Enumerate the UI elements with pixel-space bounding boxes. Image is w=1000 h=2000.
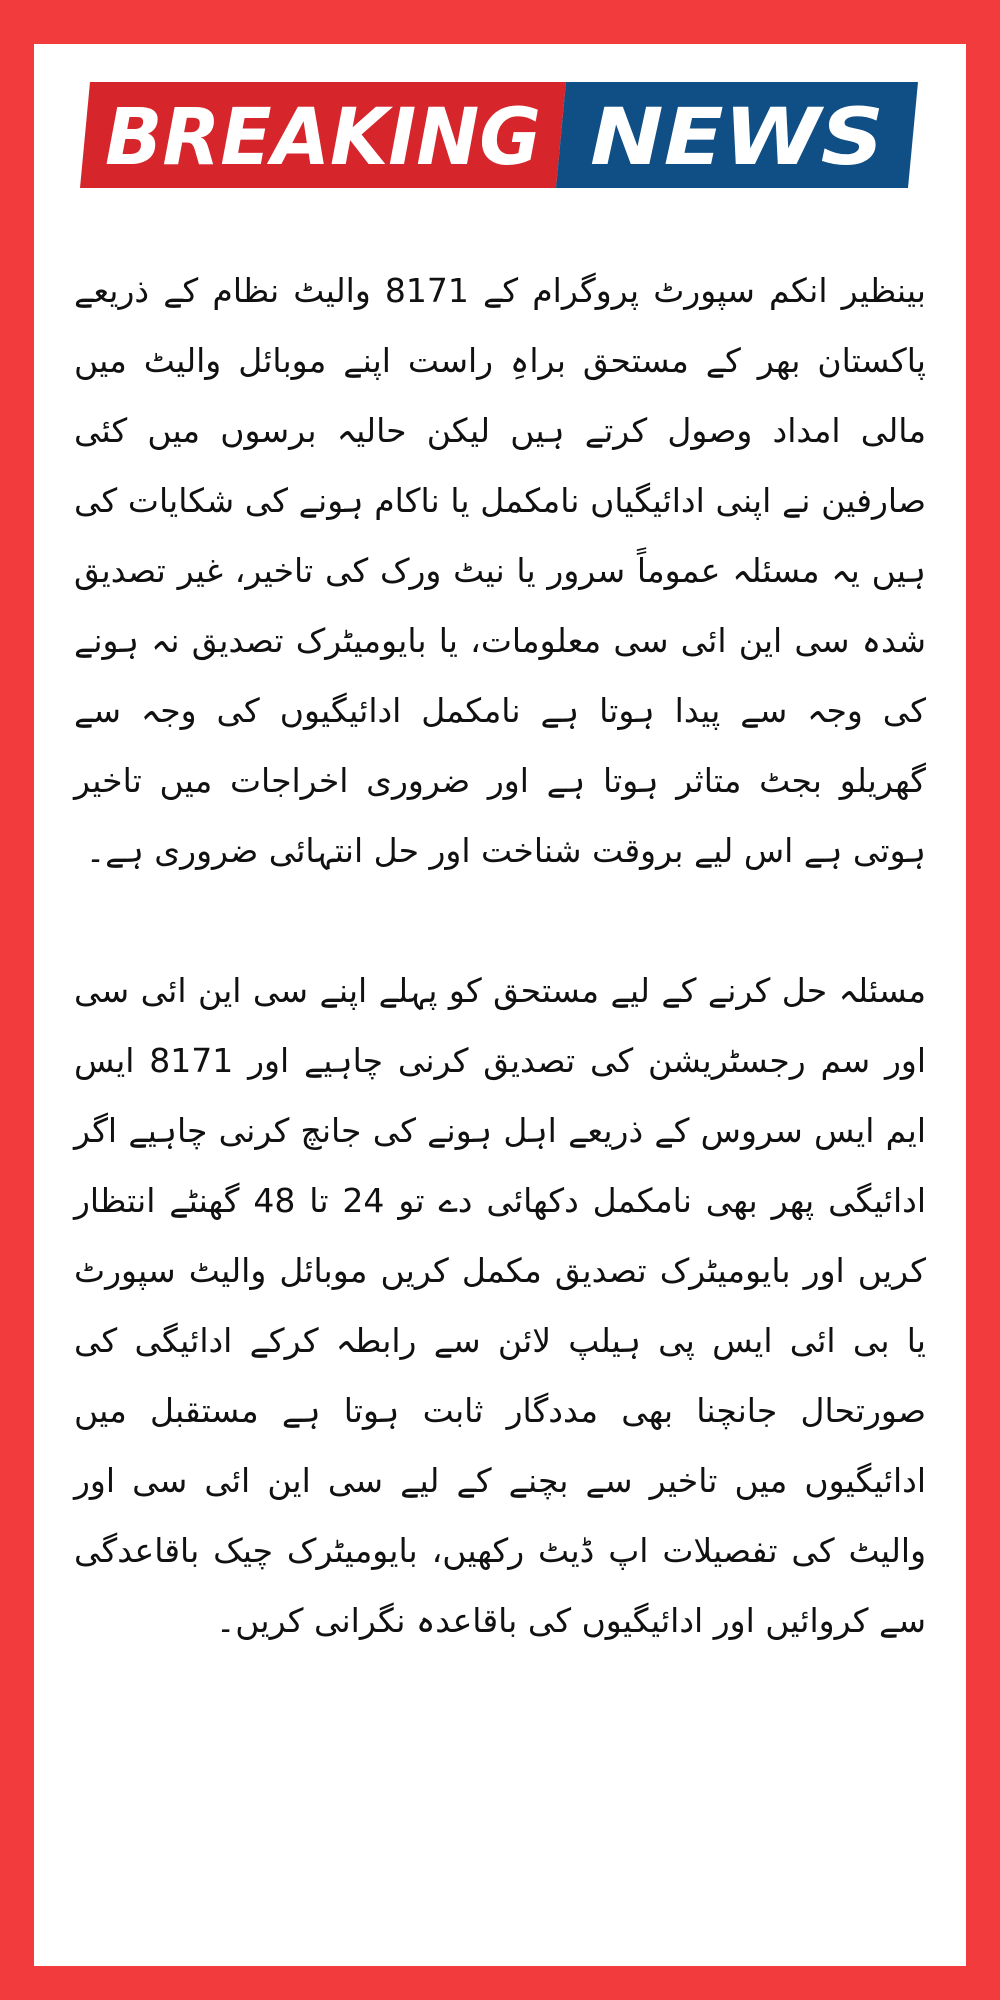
banner-graphic bbox=[80, 82, 918, 188]
article-paragraph-2: مسئلہ حل کرنے کے لیے مستحق کو پہلے اپنے سی این ائی سی اور سم رجسٹریشن کی تصدیق کرنی چاہیے اور 8171 ایس ایم ایس سروس کے ذریعے اہل ہونے کی جانچ کرنی چاہیے اگر ادائیگی پھر بھی نامکمل دکھائی دے تو 24 تا 48 گھنٹے انتظار کریں اور بایومیٹرک تصدیق مکمل کریں موبائل والیٹ سپورٹ یا بی ائی ایس پی ہیلپ لائن سے رابطہ کرکے ادائیگی کی صورتحال جانچنا بھی مددگار ثابت ہوتا ہے مستقبل میں ادائیگیوں میں تاخیر سے بچنے کے لیے سی این ائی سی اور والیٹ کی تفصیلات اپ ڈیٹ رکھیں، بایومیٹرک چیک باقاعدگی سے کروائیں اور ادائیگیوں کی باقاعدہ نگرانی کریں۔ bbox=[74, 971, 927, 1640]
banner-word-news: NEWS bbox=[590, 93, 884, 183]
news-card bbox=[34, 44, 966, 1966]
banner-word-breaking: BREAKING bbox=[105, 93, 541, 183]
breaking-news-banner bbox=[80, 82, 918, 188]
article-paragraph-1: بینظیر انکم سپورٹ پروگرام کے 8171 والیٹ نظام کے ذریعے پاکستان بھر کے مستحق براہِ راست اپنے موبائل والیٹ میں مالی امداد وصول کرتے ہیں لیکن حالیہ برسوں میں کئی صارفین نے اپنی ادائیگیاں نامکمل یا ناکام ہونے کی شکایات کی ہیں یہ مسئلہ عموماً سرور یا نیٹ ورک کی تاخیر، غیر تصدیق شدہ سی این ائی سی معلومات، یا بایومیٹرک تصدیق نہ ہونے کی وجہ سے پیدا ہوتا ہے نامکمل ادائیگیوں کی وجہ سے گھریلو بجٹ متاثر ہوتا ہے اور ضروری اخراجات میں تاخیر ہوتی ہے اس لیے بروقت شناخت اور حل انتہائی ضروری ہے۔ bbox=[74, 271, 926, 870]
article-body bbox=[74, 256, 926, 1926]
